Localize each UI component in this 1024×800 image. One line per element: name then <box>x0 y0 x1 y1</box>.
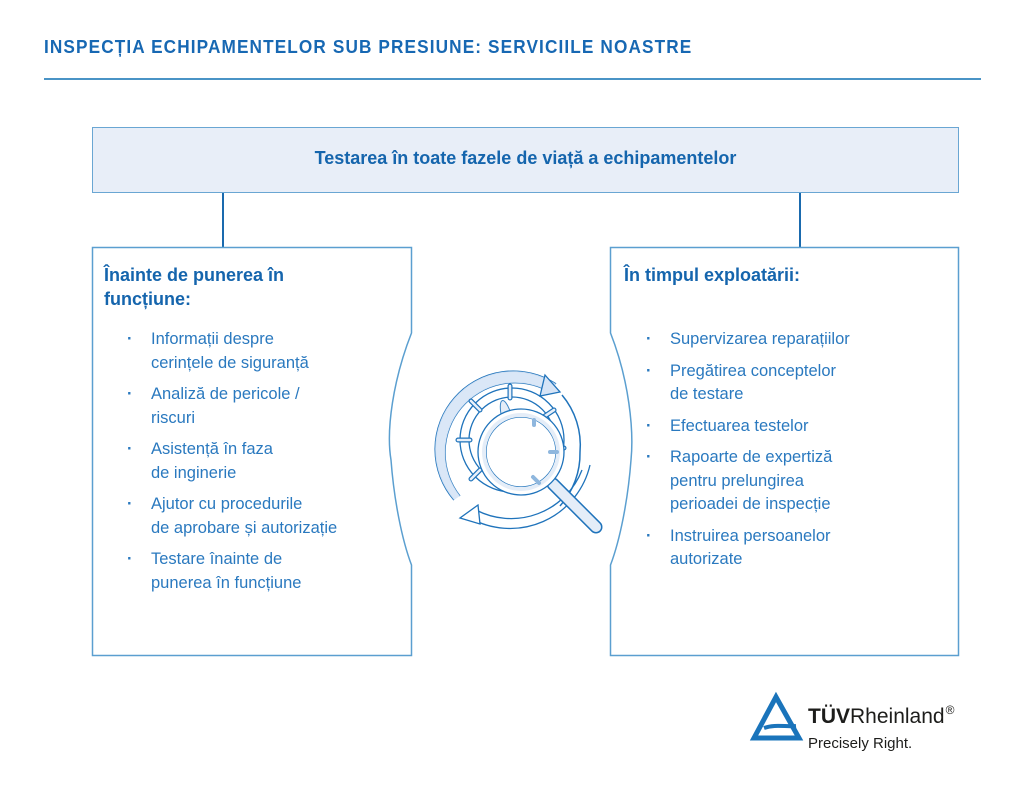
list-item: · Informații despre cerințele de siguranță <box>127 328 337 375</box>
list-item: · Pregătirea conceptelor de testare <box>646 360 850 407</box>
left-panel-heading <box>104 263 284 311</box>
list-item: · Rapoarte de expertiză pentru prelungirea perioadei de inspecție <box>646 446 850 517</box>
brand-regular: Rheinland <box>850 705 945 728</box>
page-title: INSPECȚIA ECHIPAMENTELOR SUB PRESIUNE: SERVICIILE NOASTRE <box>44 36 693 57</box>
brand-bold: TÜV <box>808 705 850 728</box>
list-item: · Testare înainte de punerea în funcțiune <box>127 548 337 595</box>
list-item: · Analiză de pericole / riscuri <box>127 383 337 430</box>
inspection-cycle-magnifier-icon <box>435 371 596 528</box>
tuv-logo-triangle-icon <box>754 697 799 738</box>
list-item: · Supervizarea reparațiilor <box>646 328 850 352</box>
brand-name <box>808 705 954 729</box>
right-panel-heading: În timpul exploatării: <box>624 265 801 285</box>
registered-mark: ® <box>945 703 955 717</box>
list-item: · Efectuarea testelor <box>646 415 850 439</box>
brand-tagline: Precisely Right. <box>808 735 913 752</box>
list-item: · Instruirea persoanelor autorizate <box>646 525 850 572</box>
lifecycle-testing-label: Testarea în toate fazele de viață a echipamentelor <box>314 147 737 168</box>
left-panel-list <box>127 328 337 603</box>
left-heading-line1: Înainte de punerea în <box>104 265 285 285</box>
list-item: · Asistență în faza de inginerie <box>127 438 337 485</box>
right-panel-list <box>646 328 850 580</box>
left-heading-line2: funcțiune: <box>104 289 191 309</box>
list-item: · Ajutor cu procedurile de aprobare și autorizație <box>127 493 337 540</box>
